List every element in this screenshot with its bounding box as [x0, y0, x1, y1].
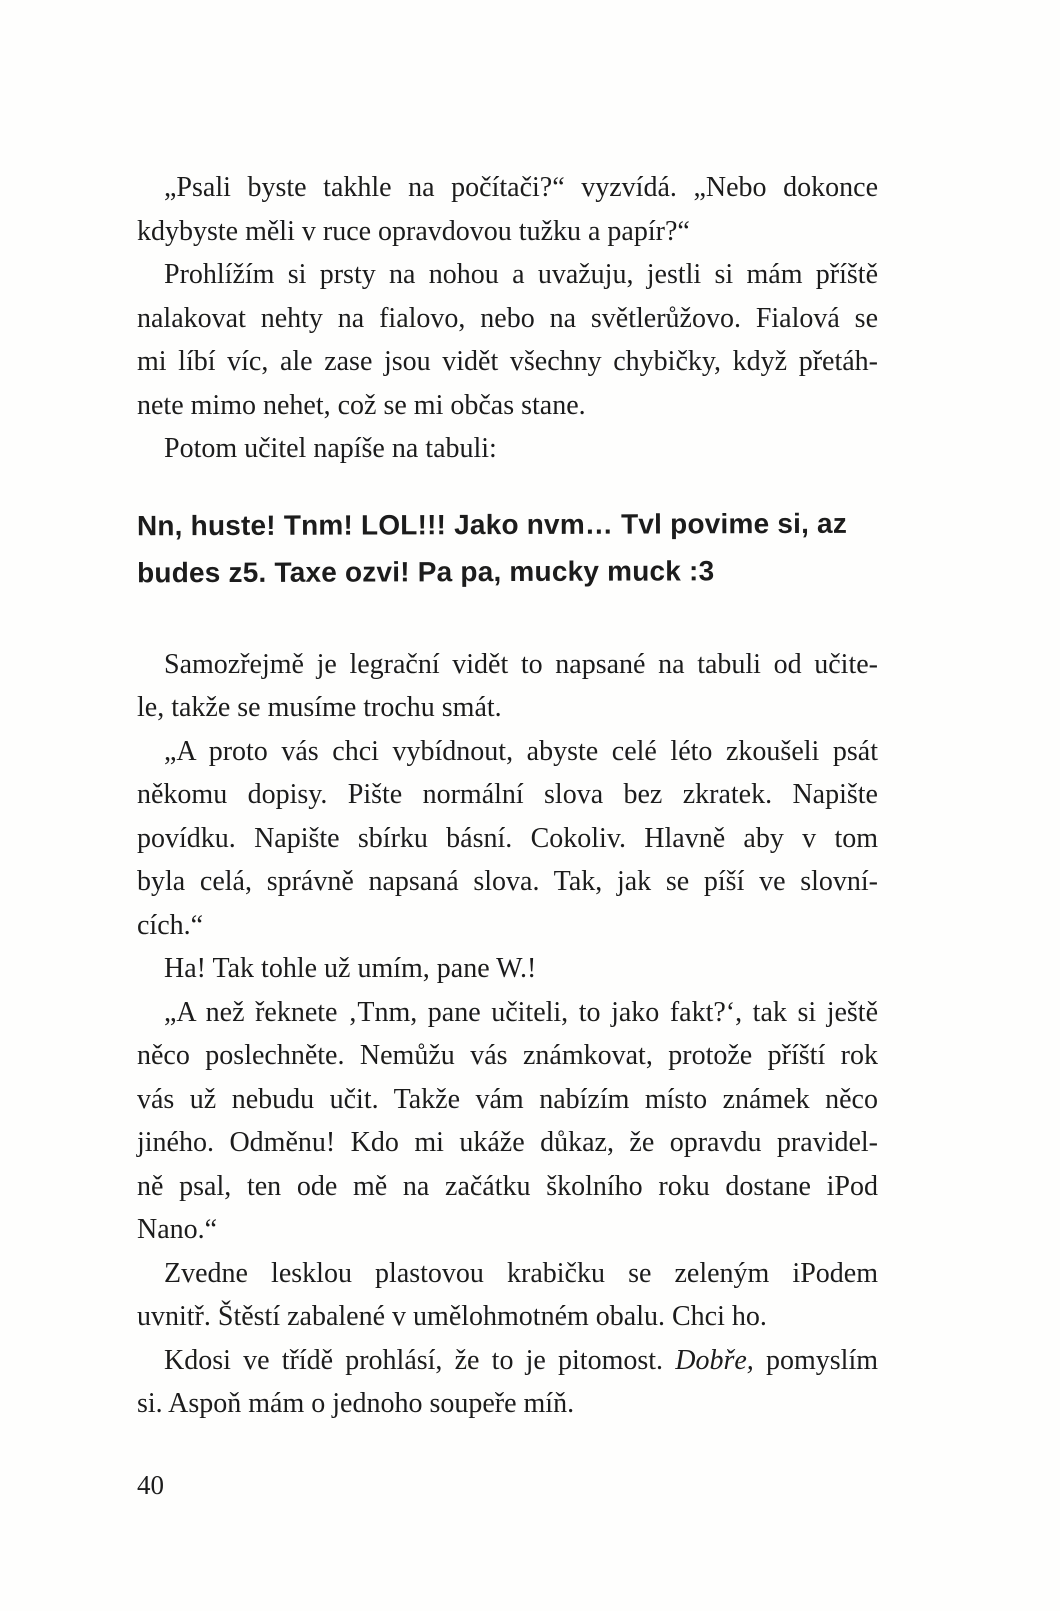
- paragraph: [137, 166, 878, 253]
- text-segment: byla celá, správně napsaná slova. Tak, jak se píší ve slovní-: [137, 866, 878, 897]
- text-segment: nete mimo nehet, což se mi občas stane.: [137, 389, 586, 421]
- text-line: [137, 297, 878, 341]
- text-segment: uvnitř. Štěstí zabalené v umělohmotném obalu. Chci ho.: [137, 1301, 767, 1332]
- text-line: [137, 546, 878, 596]
- text-segment: povídku. Napište sbírku básní. Cokoliv. Hlavně aby v tom: [137, 822, 878, 854]
- text-line: [137, 1339, 878, 1383]
- text-segment: Ha! Tak tohle už umím, pane W.!: [164, 953, 537, 984]
- text-line: [137, 1034, 878, 1078]
- blackboard-handwriting: [137, 499, 878, 596]
- text-segment: kdybyste měli v ruce opravdovou tužku a papír?“: [137, 215, 690, 247]
- paragraph: [137, 947, 878, 991]
- page-number: 40: [137, 1470, 164, 1500]
- text-segment: Potom učitel napíše na tabuli:: [164, 433, 497, 464]
- text-segment: „Psali byste takhle na počítači?“ vyzvídá. „Nebo dokonce: [164, 172, 878, 203]
- text-line: [137, 1252, 878, 1296]
- text-segment: nalakovat nehty na fialovo, nebo na světlerůžovo. Fialová se: [137, 302, 878, 334]
- paragraph: [137, 1339, 878, 1426]
- text-segment: „A proto vás chci vybídnout, abyste celé léto zkoušeli psát: [164, 735, 878, 767]
- text-segment: Samozřejmě je legrační vidět to napsané na tabuli od učite-: [164, 648, 878, 680]
- text-line: [137, 210, 878, 254]
- text-line: [137, 1208, 878, 1252]
- paragraph: [137, 427, 878, 471]
- text-segment: někomu dopisy. Pište normální slova bez zkratek. Napište: [137, 779, 878, 810]
- paragraph: [137, 643, 878, 730]
- text-line: [137, 1078, 878, 1122]
- text-line: [137, 1121, 878, 1165]
- text-line: [137, 384, 878, 428]
- text-line: [137, 1295, 878, 1339]
- text-segment: budes z5. Taxe ozvi! Pa pa, mucky muck :3: [137, 554, 715, 588]
- text-line: [137, 166, 878, 210]
- text-line: [137, 860, 878, 904]
- emphasized-text: Dobře,: [675, 1344, 754, 1376]
- text-line: [137, 499, 878, 549]
- text-line: [137, 340, 878, 384]
- text-segment: něco poslechněte. Nemůžu vás známkovat, protože příští rok: [137, 1040, 878, 1071]
- paragraph: [137, 1252, 878, 1339]
- text-segment: cích.“: [137, 909, 204, 941]
- text-line: [137, 773, 878, 817]
- text-segment: „A než řeknete ‚Tnm, pane učiteli, to jako fakt?‘, tak si ještě: [164, 996, 878, 1028]
- text-line: [137, 991, 878, 1035]
- text-line: [137, 730, 878, 774]
- text-segment: mi líbí víc, ale zase jsou vidět všechny chybičky, když přetáh-: [137, 346, 878, 377]
- text-line: [137, 427, 878, 471]
- text-line: [137, 947, 878, 991]
- text-segment: jiného. Odměnu! Kdo mi ukáže důkaz, že opravdu pravidel-: [137, 1127, 878, 1158]
- text-segment: Nn, huste! Tnm! LOL!!! Jako nvm… Tvl povime si, az: [136, 507, 848, 541]
- text-segment: Prohlížím si prsty na nohou a uvažuju, jestli si mám příště: [164, 259, 878, 290]
- text-segment: Zvedne lesklou plastovou krabičku se zeleným iPodem: [164, 1257, 878, 1289]
- text-segment: vás už nebudu učit. Takže vám nabízím místo známek něco: [137, 1083, 878, 1115]
- paragraph: [137, 991, 878, 1252]
- paragraph: [137, 253, 878, 427]
- text-segment: Nano.“: [137, 1214, 218, 1245]
- page-text: [137, 166, 878, 1426]
- text-line: [137, 1382, 878, 1426]
- text-segment: le, takže se musíme trochu smát.: [137, 692, 502, 723]
- text-segment: ně psal, ten ode mě na začátku školního roku dostane iPod: [137, 1170, 878, 1202]
- text-line: [137, 1165, 878, 1209]
- text-line: [137, 643, 878, 687]
- text-line: [137, 253, 878, 297]
- text-segment: pomyslím: [753, 1344, 879, 1376]
- text-segment: Kdosi ve třídě prohlásí, že to je pitomost.: [164, 1344, 676, 1376]
- text-line: [137, 904, 878, 948]
- text-segment: si. Aspoň mám o jednoho soupeře míň.: [137, 1388, 575, 1419]
- paragraph: [137, 730, 878, 948]
- text-line: [137, 817, 878, 861]
- text-line: [137, 686, 878, 730]
